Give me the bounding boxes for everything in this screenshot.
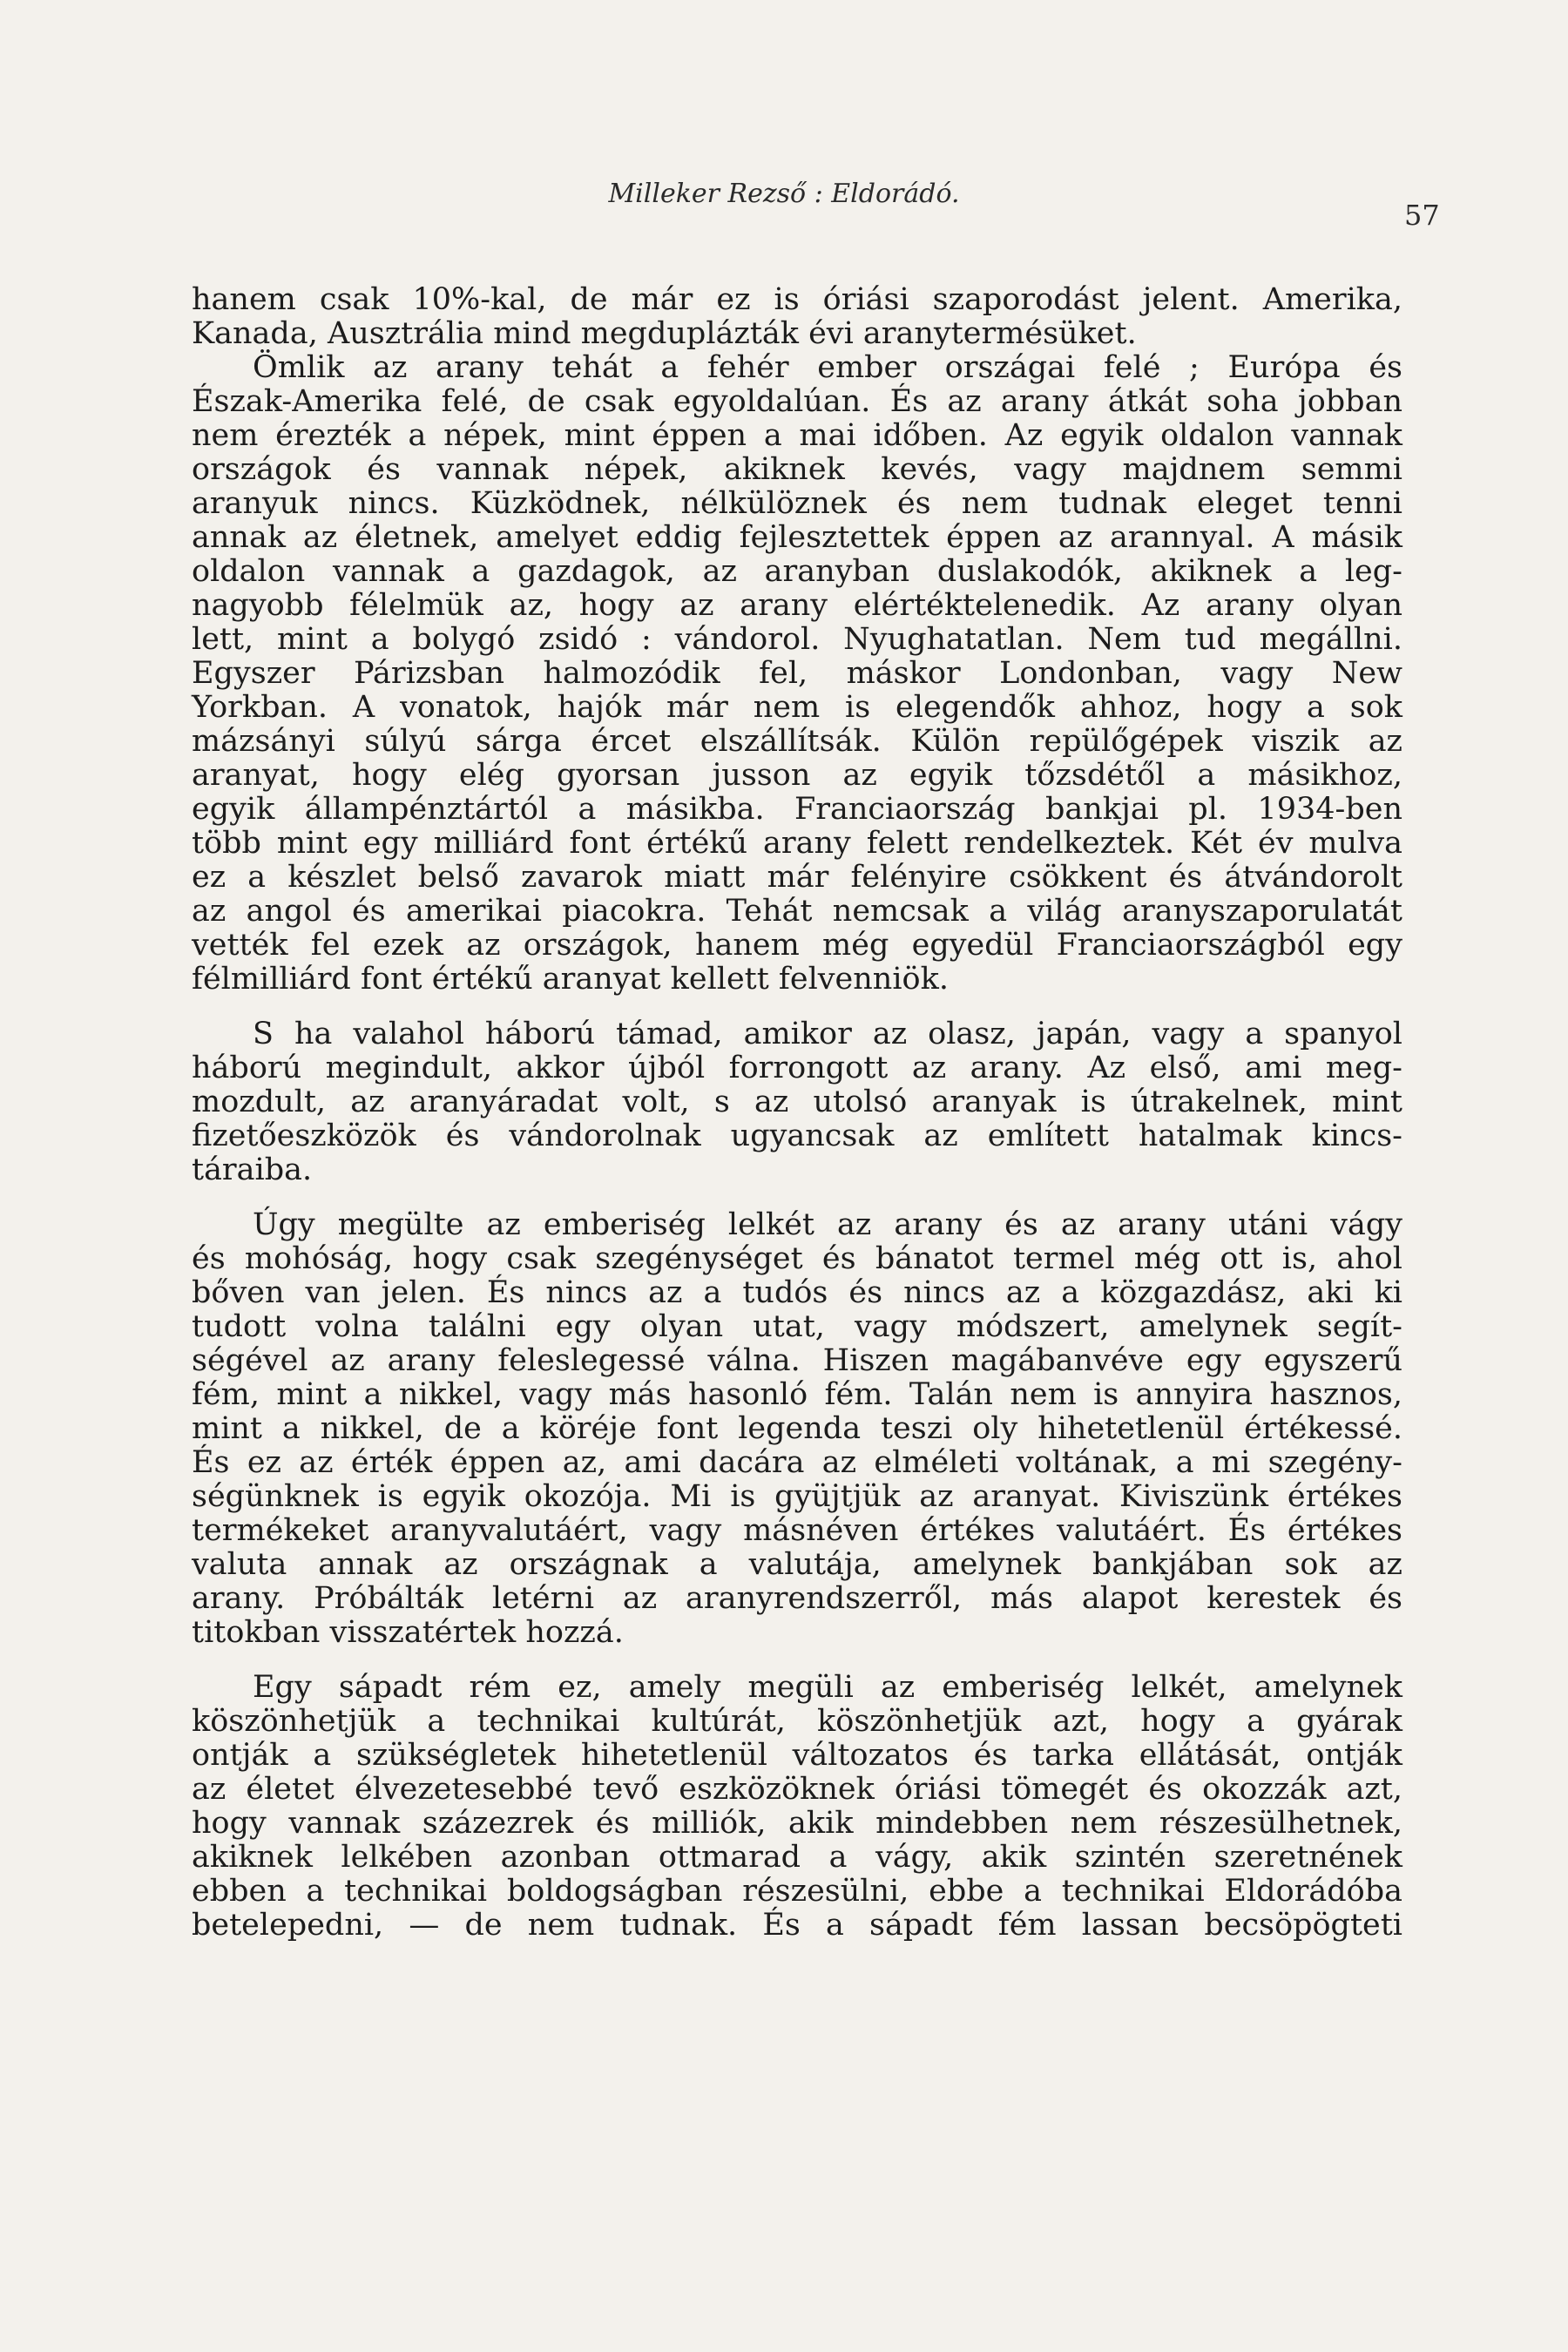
text-line: országok és vannak népek, akiknek kevés, vagy majdnem semmi bbox=[192, 452, 1402, 487]
text-line: És ez az érték éppen az, ami dacára az elméleti voltának, a mi szegény- bbox=[192, 1445, 1402, 1480]
text-line: hogy vannak százezrek és milliók, akik mindebben nem részesülhetnek, bbox=[192, 1806, 1402, 1841]
text-line: termékeket aranyvalutáért, vagy másnéven értékes valutáért. És értékes bbox=[192, 1513, 1402, 1548]
text-line: táraiba. bbox=[192, 1152, 313, 1187]
text-line: betelepedni, — de nem tudnak. És a sápadt fém lassan becsöpögteti bbox=[192, 1908, 1402, 1943]
text-line: mozdult, az aranyáradat volt, s az utolsó aranyak is útrakelnek, mint bbox=[192, 1085, 1402, 1119]
text-line: mint a nikkel, de a köréje font legenda teszi oly hihetetlenül értékessé. bbox=[192, 1411, 1402, 1446]
text-line: Egyszer Párizsban halmozódik fel, máskor Londonban, vagy New bbox=[192, 656, 1402, 691]
text-line: S ha valahol háború támad, amikor az olasz, japán, vagy a spanyol bbox=[253, 1017, 1402, 1051]
text-line: ségével az arany feleslegessé válna. Hiszen magábanvéve egy egyszerű bbox=[192, 1343, 1402, 1378]
text-line: Észak-Amerika felé, de csak egyoldalúan. És az arany átkát soha jobban bbox=[192, 384, 1402, 419]
text-line: félmilliárd font értékű aranyat kellett felvenniök. bbox=[192, 962, 949, 997]
text-line: több mint egy milliárd font értékű arany felett rendelkeztek. Két év mulva bbox=[192, 826, 1402, 861]
text-line: bőven van jelen. És nincs az a tudós és nincs az a közgazdász, aki ki bbox=[192, 1275, 1402, 1310]
text-line: aranyat, hogy elég gyorsan jusson az egyik tőzsdétől a másikhoz, bbox=[192, 758, 1402, 793]
text-line: ez a készlet belső zavarok miatt már felényire csökkent és átvándorolt bbox=[192, 860, 1402, 895]
text-line: Úgy megülte az emberiség lelkét az arany és az arany utáni vágy bbox=[253, 1207, 1402, 1242]
text-line: arany. Próbálták letérni az aranyrendszerről, más alapot kerestek és bbox=[192, 1581, 1402, 1616]
text-line: Egy sápadt rém ez, amely megüli az emberiség lelkét, amelynek bbox=[253, 1670, 1402, 1705]
text-line: annak az életnek, amelyet eddig fejlesztettek éppen az arannyal. A másik bbox=[192, 520, 1402, 555]
text-line: aranyuk nincs. Küzködnek, nélkülöznek és nem tudnak eleget tenni bbox=[192, 486, 1402, 521]
text-line: ebben a technikai boldogságban részesülni, ebbe a technikai Eldorádóba bbox=[192, 1874, 1402, 1909]
text-line: Kanada, Ausztrália mind megduplázták évi aranytermésüket. bbox=[192, 316, 1137, 351]
text-line: valuta annak az országnak a valutája, amelynek bankjában sok az bbox=[192, 1547, 1402, 1582]
page-number: 57 bbox=[1404, 199, 1440, 232]
text-line: vették fel ezek az országok, hanem még egyedül Franciaországból egy bbox=[192, 928, 1402, 963]
text-line: fém, mint a nikkel, vagy más hasonló fém. Talán nem is annyira hasznos, bbox=[192, 1377, 1402, 1412]
text-line: és mohóság, hogy csak szegénységet és bánatot termel még ott is, ahol bbox=[192, 1241, 1402, 1276]
text-line: mázsányi súlyú sárga ércet elszállítsák. Külön repülőgépek viszik az bbox=[192, 724, 1402, 759]
text-line: egyik állampénztártól a másikba. Franciaország bankjai pl. 1934-ben bbox=[192, 792, 1402, 827]
text-line: fizetőeszközök és vándorolnak ugyancsak az említett hatalmak kincs- bbox=[192, 1119, 1402, 1153]
body-text bbox=[192, 283, 1402, 1943]
text-line: nagyobb félelmük az, hogy az arany elértéktelenedik. Az arany olyan bbox=[192, 588, 1402, 623]
text-line: titokban visszatértek hozzá. bbox=[192, 1615, 624, 1650]
text-line: Yorkban. A vonatok, hajók már nem is elegendők ahhoz, hogy a sok bbox=[192, 690, 1402, 725]
running-title: Milleker Rezső : Eldorádó. bbox=[608, 179, 960, 209]
text-line: tudott volna találni egy olyan utat, vagy módszert, amelynek segít- bbox=[192, 1309, 1402, 1344]
text-line: háború megindult, akkor újból forrongott az arany. Az első, ami meg- bbox=[192, 1051, 1402, 1085]
text-line: lett, mint a bolygó zsidó : vándorol. Nyughatatlan. Nem tud megállni. bbox=[192, 622, 1402, 657]
text-line: Ömlik az arany tehát a fehér ember országai felé ; Európa és bbox=[253, 350, 1402, 385]
text-line: az angol és amerikai piacokra. Tehát nemcsak a világ aranyszaporulatát bbox=[192, 894, 1402, 929]
text-line: oldalon vannak a gazdagok, az aranyban duslakodók, akiknek a leg- bbox=[192, 554, 1402, 589]
text-line: nem érezték a népek, mint éppen a mai időben. Az egyik oldalon vannak bbox=[192, 418, 1402, 453]
text-line: ségünknek is egyik okozója. Mi is gyüjtjük az aranyat. Kiviszünk értékes bbox=[192, 1479, 1402, 1514]
text-line: köszönhetjük a technikai kultúrát, köszönhetjük azt, hogy a gyárak bbox=[192, 1704, 1402, 1739]
text-line: akiknek lelkében azonban ottmarad a vágy, akik szintén szeretnének bbox=[192, 1840, 1402, 1875]
text-line: az életet élvezetesebbé tevő eszközöknek óriási tömegét és okozzák azt, bbox=[192, 1772, 1402, 1807]
text-line: hanem csak 10%-kal, de már ez is óriási szaporodást jelent. Amerika, bbox=[192, 282, 1402, 317]
text-line: ontják a szükségletek hihetetlenül változatos és tarka ellátását, ontják bbox=[192, 1738, 1402, 1773]
